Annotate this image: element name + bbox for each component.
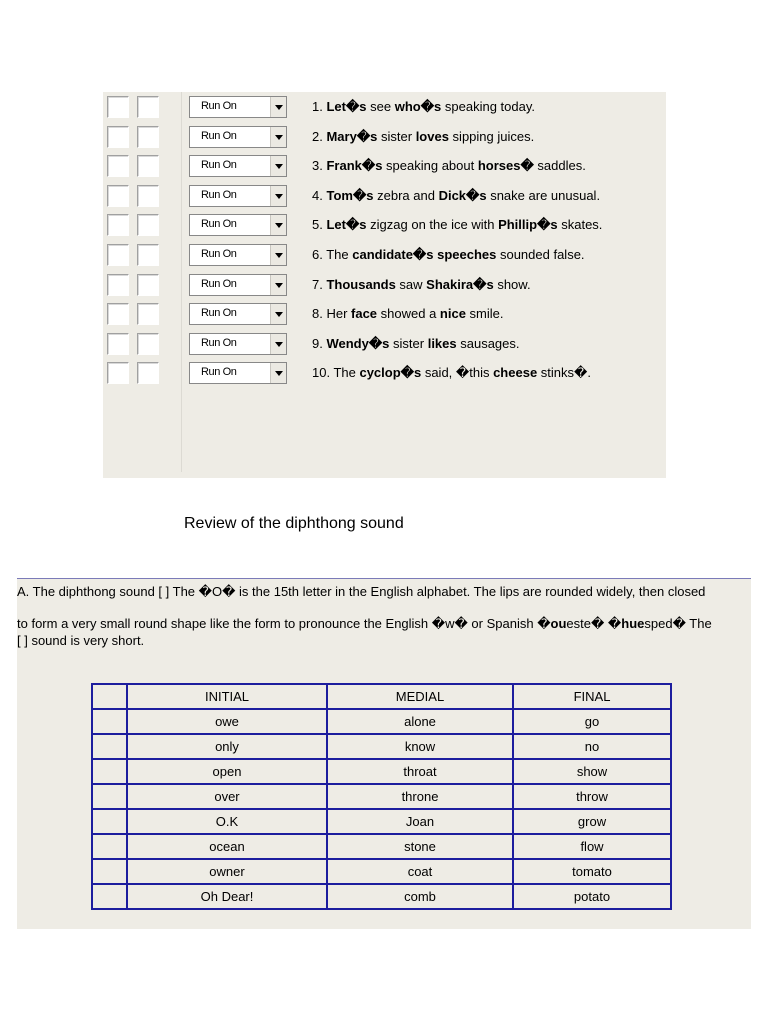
table-cell: flow	[513, 834, 671, 859]
answer-box-1[interactable]	[107, 274, 129, 296]
table-cell: O.K	[127, 809, 327, 834]
exercise-panel	[103, 92, 666, 478]
bold-word: horses�	[477, 158, 534, 174]
answer-box-1[interactable]	[107, 185, 129, 207]
sentence-text: sounded false.	[496, 247, 585, 262]
sentence-type-dropdown[interactable]	[189, 303, 287, 325]
table-cell: no	[513, 734, 671, 759]
sentence-text: saddles.	[533, 158, 586, 174]
sentence-text: 4.	[312, 187, 327, 203]
panel-divider	[181, 92, 182, 472]
sentence-text: zebra and	[373, 187, 439, 203]
chevron-down-icon[interactable]	[270, 97, 286, 117]
sentence-text: showed a	[377, 306, 440, 322]
dropdown-value: Run On	[201, 188, 237, 201]
sentence-type-dropdown[interactable]	[189, 155, 287, 177]
sentence-text: saw	[395, 276, 427, 292]
table-cell: show	[513, 759, 671, 784]
section-a-line2	[17, 616, 712, 631]
bold-word: Tom�s	[326, 187, 374, 203]
sentence-text: sausages.	[456, 335, 520, 351]
bold-word: Frank�s	[326, 158, 383, 174]
chevron-down-icon[interactable]	[270, 275, 286, 295]
row-marker-cell	[92, 834, 127, 859]
exercise-sentence	[312, 336, 520, 352]
diphthong-section	[17, 578, 751, 929]
sentence-text: speaking today.	[441, 99, 535, 114]
sentence-text: stinks�.	[537, 365, 591, 381]
bold-word: Mary�s	[326, 128, 378, 144]
table-row	[92, 759, 671, 784]
sentence-text: 9.	[312, 335, 327, 351]
table-cell: potato	[513, 884, 671, 909]
answer-box-1[interactable]	[107, 333, 129, 355]
table-cell: only	[127, 734, 327, 759]
answer-box-2[interactable]	[137, 274, 159, 296]
row-marker-cell	[92, 684, 127, 709]
table-cell: go	[513, 709, 671, 734]
bold-word: nice	[439, 306, 466, 322]
answer-box-1[interactable]	[107, 303, 129, 325]
row-marker-cell	[92, 734, 127, 759]
answer-box-2[interactable]	[137, 126, 159, 148]
table-row	[92, 709, 671, 734]
exercise-sentence	[312, 365, 591, 381]
table-cell: FINAL	[513, 684, 671, 709]
sentence-text: 2.	[312, 128, 327, 144]
sentence-type-dropdown[interactable]	[189, 126, 287, 148]
table-row	[92, 809, 671, 834]
chevron-down-icon[interactable]	[270, 245, 286, 265]
chevron-down-icon[interactable]	[270, 363, 286, 383]
dropdown-value: Run On	[201, 307, 237, 320]
section-heading: Review of the diphthong sound	[184, 515, 404, 532]
table-row	[92, 884, 671, 909]
paragraph-text: to form a very small round shape like the form to pronounce the English �w� or Spanish �	[17, 616, 551, 631]
sentence-text: said, �this	[421, 365, 494, 381]
answer-box-1[interactable]	[107, 244, 129, 266]
chevron-down-icon[interactable]	[270, 304, 286, 324]
section-a-line1: A. The diphthong sound [ ] The �O� is the 15th letter in the English alphabet. The lips are rounded widely, then closed	[17, 584, 706, 599]
sentence-type-dropdown[interactable]	[189, 362, 287, 384]
sentence-text: sipping juices.	[448, 128, 535, 144]
dropdown-value: Run On	[201, 159, 237, 172]
dropdown-value: Run On	[201, 129, 237, 142]
sentence-type-dropdown[interactable]	[189, 214, 287, 236]
table-cell: MEDIAL	[327, 684, 513, 709]
dropdown-value: Run On	[201, 336, 237, 349]
bold-word: Shakira�s	[426, 276, 494, 292]
bold-word: candidate�s speeches	[352, 247, 497, 262]
table-row	[92, 784, 671, 809]
table-row	[92, 834, 671, 859]
answer-box-1[interactable]	[107, 362, 129, 384]
sentence-type-dropdown[interactable]	[189, 274, 287, 296]
table-cell: coat	[327, 859, 513, 884]
answer-box-2[interactable]	[137, 96, 159, 118]
bold-word: loves	[415, 128, 449, 144]
table-cell: owe	[127, 709, 327, 734]
answer-box-1[interactable]	[107, 214, 129, 236]
table-cell: tomato	[513, 859, 671, 884]
table-cell: Joan	[327, 809, 513, 834]
sentence-text: 7.	[312, 276, 327, 292]
sentence-text: smile.	[465, 306, 504, 322]
answer-box-2[interactable]	[137, 303, 159, 325]
bold-word: who�s	[394, 99, 442, 114]
sentence-type-dropdown[interactable]	[189, 333, 287, 355]
answer-box-2[interactable]	[137, 333, 159, 355]
section-a-line3: [ ] sound is very short.	[17, 633, 145, 648]
bold-word: Thousands	[326, 276, 396, 292]
bold-word: Let�s	[326, 217, 367, 233]
chevron-down-icon[interactable]	[270, 156, 286, 176]
chevron-down-icon[interactable]	[270, 186, 286, 206]
answer-box-2[interactable]	[137, 185, 159, 207]
row-marker-cell	[92, 884, 127, 909]
exercise-sentence	[312, 158, 586, 174]
section-a-paragraph	[17, 615, 712, 649]
table-row	[92, 859, 671, 884]
answer-box-1[interactable]	[107, 155, 129, 177]
table-row	[92, 734, 671, 759]
dropdown-value: Run On	[201, 100, 237, 112]
bold-word: Wendy�s	[326, 335, 390, 351]
table-cell: stone	[327, 834, 513, 859]
row-marker-cell	[92, 759, 127, 784]
chevron-down-icon[interactable]	[270, 215, 286, 235]
sentence-type-dropdown[interactable]	[189, 96, 287, 118]
sentence-text: see	[366, 99, 395, 114]
sentence-text: speaking about	[382, 158, 478, 174]
table-cell: alone	[327, 709, 513, 734]
sentence-text: skates.	[557, 217, 603, 233]
bold-fragment: ou	[550, 616, 567, 631]
dropdown-value: Run On	[201, 366, 237, 379]
answer-box-1[interactable]	[107, 126, 129, 148]
row-marker-cell	[92, 859, 127, 884]
exercise-sentence	[312, 277, 531, 293]
bold-word: Phillip�s	[498, 217, 558, 233]
table-cell: comb	[327, 884, 513, 909]
table-cell: over	[127, 784, 327, 809]
table-cell: throat	[327, 759, 513, 784]
sentence-type-dropdown[interactable]	[189, 185, 287, 207]
sentence-text: 1.	[312, 99, 327, 114]
sentence-type-dropdown[interactable]	[189, 244, 287, 266]
sentence-text: zigzag on the ice with	[366, 217, 499, 233]
chevron-down-icon[interactable]	[270, 127, 286, 147]
bold-word: cheese	[493, 365, 538, 381]
exercise-sentence	[312, 129, 534, 145]
exercise-sentence	[312, 306, 504, 321]
sentence-text: sister	[389, 335, 428, 351]
diphthong-table	[91, 683, 672, 910]
table-cell: INITIAL	[127, 684, 327, 709]
table-cell: throne	[327, 784, 513, 809]
sentence-text: 5.	[312, 217, 327, 233]
table-cell: know	[327, 734, 513, 759]
bold-word: Dick�s	[438, 187, 487, 203]
chevron-down-icon[interactable]	[270, 334, 286, 354]
row-marker-cell	[92, 784, 127, 809]
exercise-sentence	[312, 99, 535, 115]
bold-word: Let�s	[326, 99, 367, 114]
sentence-text: 10. The	[312, 365, 360, 381]
dropdown-value: Run On	[201, 218, 237, 231]
exercise-sentence	[312, 188, 600, 204]
sentence-text: 6. The	[312, 247, 353, 262]
table-cell: ocean	[127, 834, 327, 859]
answer-box-1[interactable]	[107, 96, 129, 118]
bold-word: likes	[427, 335, 457, 351]
answer-box-2[interactable]	[137, 362, 159, 384]
table-cell: open	[127, 759, 327, 784]
sentence-text: 3.	[312, 158, 327, 174]
table-header-row	[92, 684, 671, 709]
dropdown-value: Run On	[201, 248, 237, 260]
exercise-sentence	[312, 247, 585, 263]
sentence-text: sister	[377, 128, 416, 144]
answer-box-2[interactable]	[137, 214, 159, 236]
row-marker-cell	[92, 809, 127, 834]
table-cell: Oh Dear!	[127, 884, 327, 909]
bold-word: cyclop�s	[359, 365, 422, 381]
table-cell: owner	[127, 859, 327, 884]
paragraph-text: este� �	[566, 616, 622, 631]
table-cell: throw	[513, 784, 671, 809]
bold-fragment: hue	[621, 616, 645, 631]
answer-box-2[interactable]	[137, 155, 159, 177]
bold-word: face	[351, 306, 378, 322]
paragraph-text: sped� The	[644, 616, 712, 631]
sentence-text: show.	[493, 276, 531, 292]
sentence-text: 8. Her	[312, 306, 352, 322]
row-marker-cell	[92, 709, 127, 734]
exercise-sentence	[312, 217, 602, 233]
table-cell: grow	[513, 809, 671, 834]
sentence-text: snake are unusual.	[486, 187, 601, 203]
dropdown-value: Run On	[201, 277, 237, 290]
answer-box-2[interactable]	[137, 244, 159, 266]
